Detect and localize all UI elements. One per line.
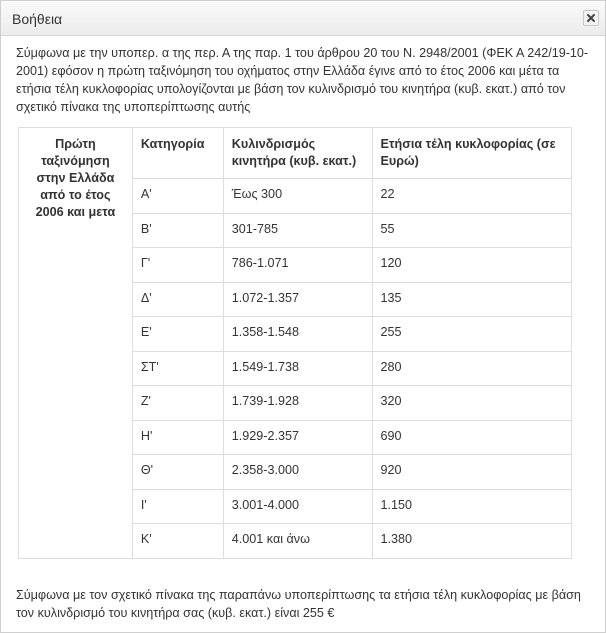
category-cell: ΣΤ' (132, 351, 223, 386)
annual-fee-cell: 920 (372, 455, 571, 490)
category-cell: Ζ' (132, 386, 223, 421)
engine-cc-cell: 1.929-2.357 (223, 420, 372, 455)
dialog-title: Βοήθεια (12, 11, 63, 27)
annual-fee-cell: 690 (372, 420, 571, 455)
annual-fee-cell: 320 (372, 386, 571, 421)
header-annual-fee: Ετήσια τέλη κυκλοφορίας (σε Ευρώ) (372, 128, 571, 179)
header-engine-cc: Κυλινδρισμός κινητήρα (κυβ. εκατ.) (223, 128, 372, 179)
category-cell: Ε' (132, 317, 223, 352)
category-cell: Η' (132, 420, 223, 455)
category-cell: Γ' (132, 248, 223, 283)
header-category: Κατηγορία (132, 128, 223, 179)
category-cell: Α' (132, 179, 223, 214)
engine-cc-cell: 1.739-1.928 (223, 386, 372, 421)
engine-cc-cell: 3.001-4.000 (223, 489, 372, 524)
first-registration-label: Πρώτη ταξινόμηση στην Ελλάδα από το έτος 2006 και μετα (19, 128, 133, 559)
fees-table (18, 127, 572, 559)
annual-fee-cell: 120 (372, 248, 571, 283)
annual-fee-cell: 255 (372, 317, 571, 352)
engine-cc-cell: Έως 300 (223, 179, 372, 214)
summary-text: Σύμφωνα με τον σχετικό πίνακα της παραπάνω υποπερίπτωσης τα ετήσια τέλη κυκλοφορίας με βάση τον κυλινδρισμό του κινητήρα σας (κυβ. εκατ.) είναι 255 € (16, 588, 581, 620)
table-header-row (19, 128, 572, 179)
engine-cc-cell: 786-1.071 (223, 248, 372, 283)
dialog-titlebar (1, 1, 605, 36)
category-cell: Δ' (132, 282, 223, 317)
close-icon (587, 14, 595, 22)
category-cell: Κ' (132, 524, 223, 559)
category-cell: Θ' (132, 455, 223, 490)
category-cell: Ι' (132, 489, 223, 524)
annual-fee-cell: 135 (372, 282, 571, 317)
engine-cc-cell: 4.001 και άνω (223, 524, 372, 559)
engine-cc-cell: 1.549-1.738 (223, 351, 372, 386)
annual-fee-cell: 22 (372, 179, 571, 214)
intro-text: Σύμφωνα με την υποπερ. α της περ. Α της παρ. 1 του άρθρου 20 του Ν. 2948/2001 (ΦΕΚ Α 242/19-10-2001) εφόσον η πρώτη ταξινόμηση του οχήματος στην Ελλάδα έγινε από το έτος 2006 και μέτα τα ετήσια τέλη κυκλοφορίας υπολογίζονται με βάση τον κυλινδρισμό του κινητήρα (κυβ. εκατ.) από τον σχετικό πίνακα της υποπερίπτωσης αυτής (16, 46, 589, 114)
engine-cc-cell: 1.358-1.548 (223, 317, 372, 352)
annual-fee-cell: 1.150 (372, 489, 571, 524)
annual-fee-cell: 55 (372, 213, 571, 248)
category-cell: Β' (132, 213, 223, 248)
annual-fee-cell: 1.380 (372, 524, 571, 559)
annual-fee-cell: 280 (372, 351, 571, 386)
engine-cc-cell: 1.072-1.357 (223, 282, 372, 317)
engine-cc-cell: 2.358-3.000 (223, 455, 372, 490)
engine-cc-cell: 301-785 (223, 213, 372, 248)
close-button[interactable] (583, 10, 599, 26)
